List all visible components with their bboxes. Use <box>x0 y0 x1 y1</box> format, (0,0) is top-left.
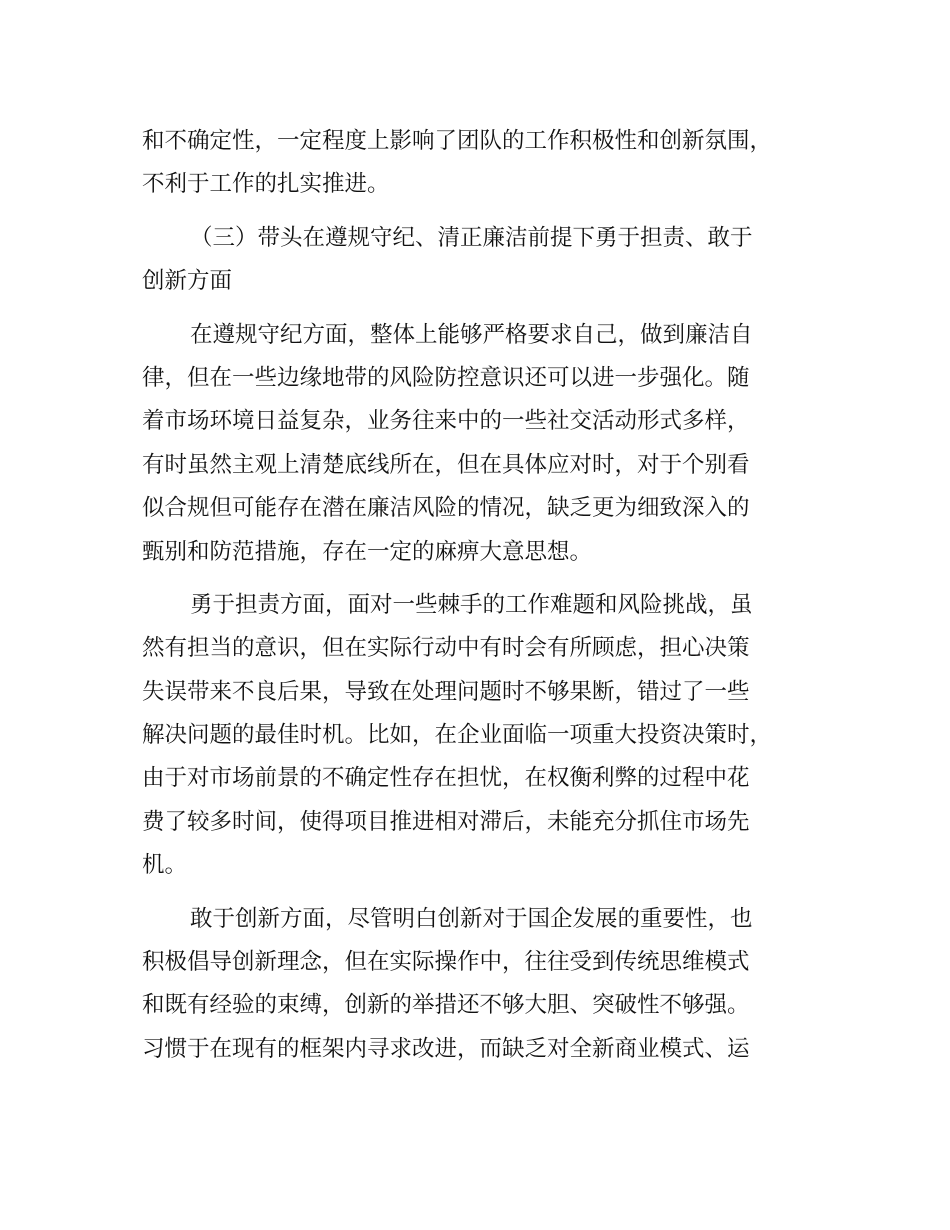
section-heading <box>142 217 842 304</box>
text-line: 失误带来不良后果，导致在处理问题时不够果断，错过了一些 <box>142 678 750 705</box>
text-line: 习惯于在现有的框架内寻求改进，而缺乏对全新商业模式、运 <box>142 1035 750 1062</box>
text-line: 勇于担责方面，面对一些棘手的工作难题和风险挑战，虽 <box>190 591 753 618</box>
text-line: 有时虽然主观上清楚底线所在，但在具体应对时，对于个别看 <box>142 451 750 478</box>
text-line: 机。 <box>142 852 188 879</box>
text-line: 然有担当的意识，但在实际行动中有时会有所顾虑，担心决策 <box>142 635 750 662</box>
paragraph-4 <box>142 584 842 888</box>
heading-line: （三）带头在遵规守纪、清正廉洁前提下勇于担责、敢于 <box>190 224 753 251</box>
text-line: 解决问题的最佳时机。比如，在企业面临一项重大投资决策时， <box>142 722 773 749</box>
paragraph-3 <box>142 314 842 574</box>
text-line: 似合规但可能存在潜在廉洁风险的情况，缺乏更为细致深入的 <box>142 495 750 522</box>
text-line: 着市场环境日益复杂，业务往来中的一些社交活动形式多样， <box>142 408 750 435</box>
paragraph-1 <box>142 120 842 207</box>
text-line: 甄别和防范措施，存在一定的麻痹大意思想。 <box>142 538 593 565</box>
paragraph-5 <box>142 898 842 1072</box>
text-line: 和不确定性，一定程度上影响了团队的工作积极性和创新氛围， <box>142 128 773 154</box>
paragraph-gap <box>142 888 842 898</box>
heading-line: 创新方面 <box>142 268 233 295</box>
text-line: 律，但在一些边缘地带的风险防控意识还可以进一步强化。随 <box>142 364 750 391</box>
paragraph-gap <box>142 304 842 314</box>
paragraph-gap <box>142 574 842 584</box>
text-line: 在遵规守纪方面，整体上能够严格要求自己，做到廉洁自 <box>190 321 753 348</box>
text-line: 由于对市场前景的不确定性存在担忧，在权衡利弊的过程中花 <box>142 765 750 792</box>
text-line: 不利于工作的扎实推进。 <box>142 171 390 198</box>
text-line: 费了较多时间，使得项目推进相对滞后，未能充分抓住市场先 <box>142 808 750 835</box>
text-line: 敢于创新方面，尽管明白创新对于国企发展的重要性，也 <box>190 905 753 932</box>
paragraph-gap <box>142 207 842 217</box>
text-line: 积极倡导创新理念，但在实际操作中，往往受到传统思维模式 <box>142 949 750 976</box>
text-line: 和既有经验的束缚，创新的举措还不够大胆、突破性不够强。 <box>142 992 750 1019</box>
document-body <box>142 120 842 1071</box>
